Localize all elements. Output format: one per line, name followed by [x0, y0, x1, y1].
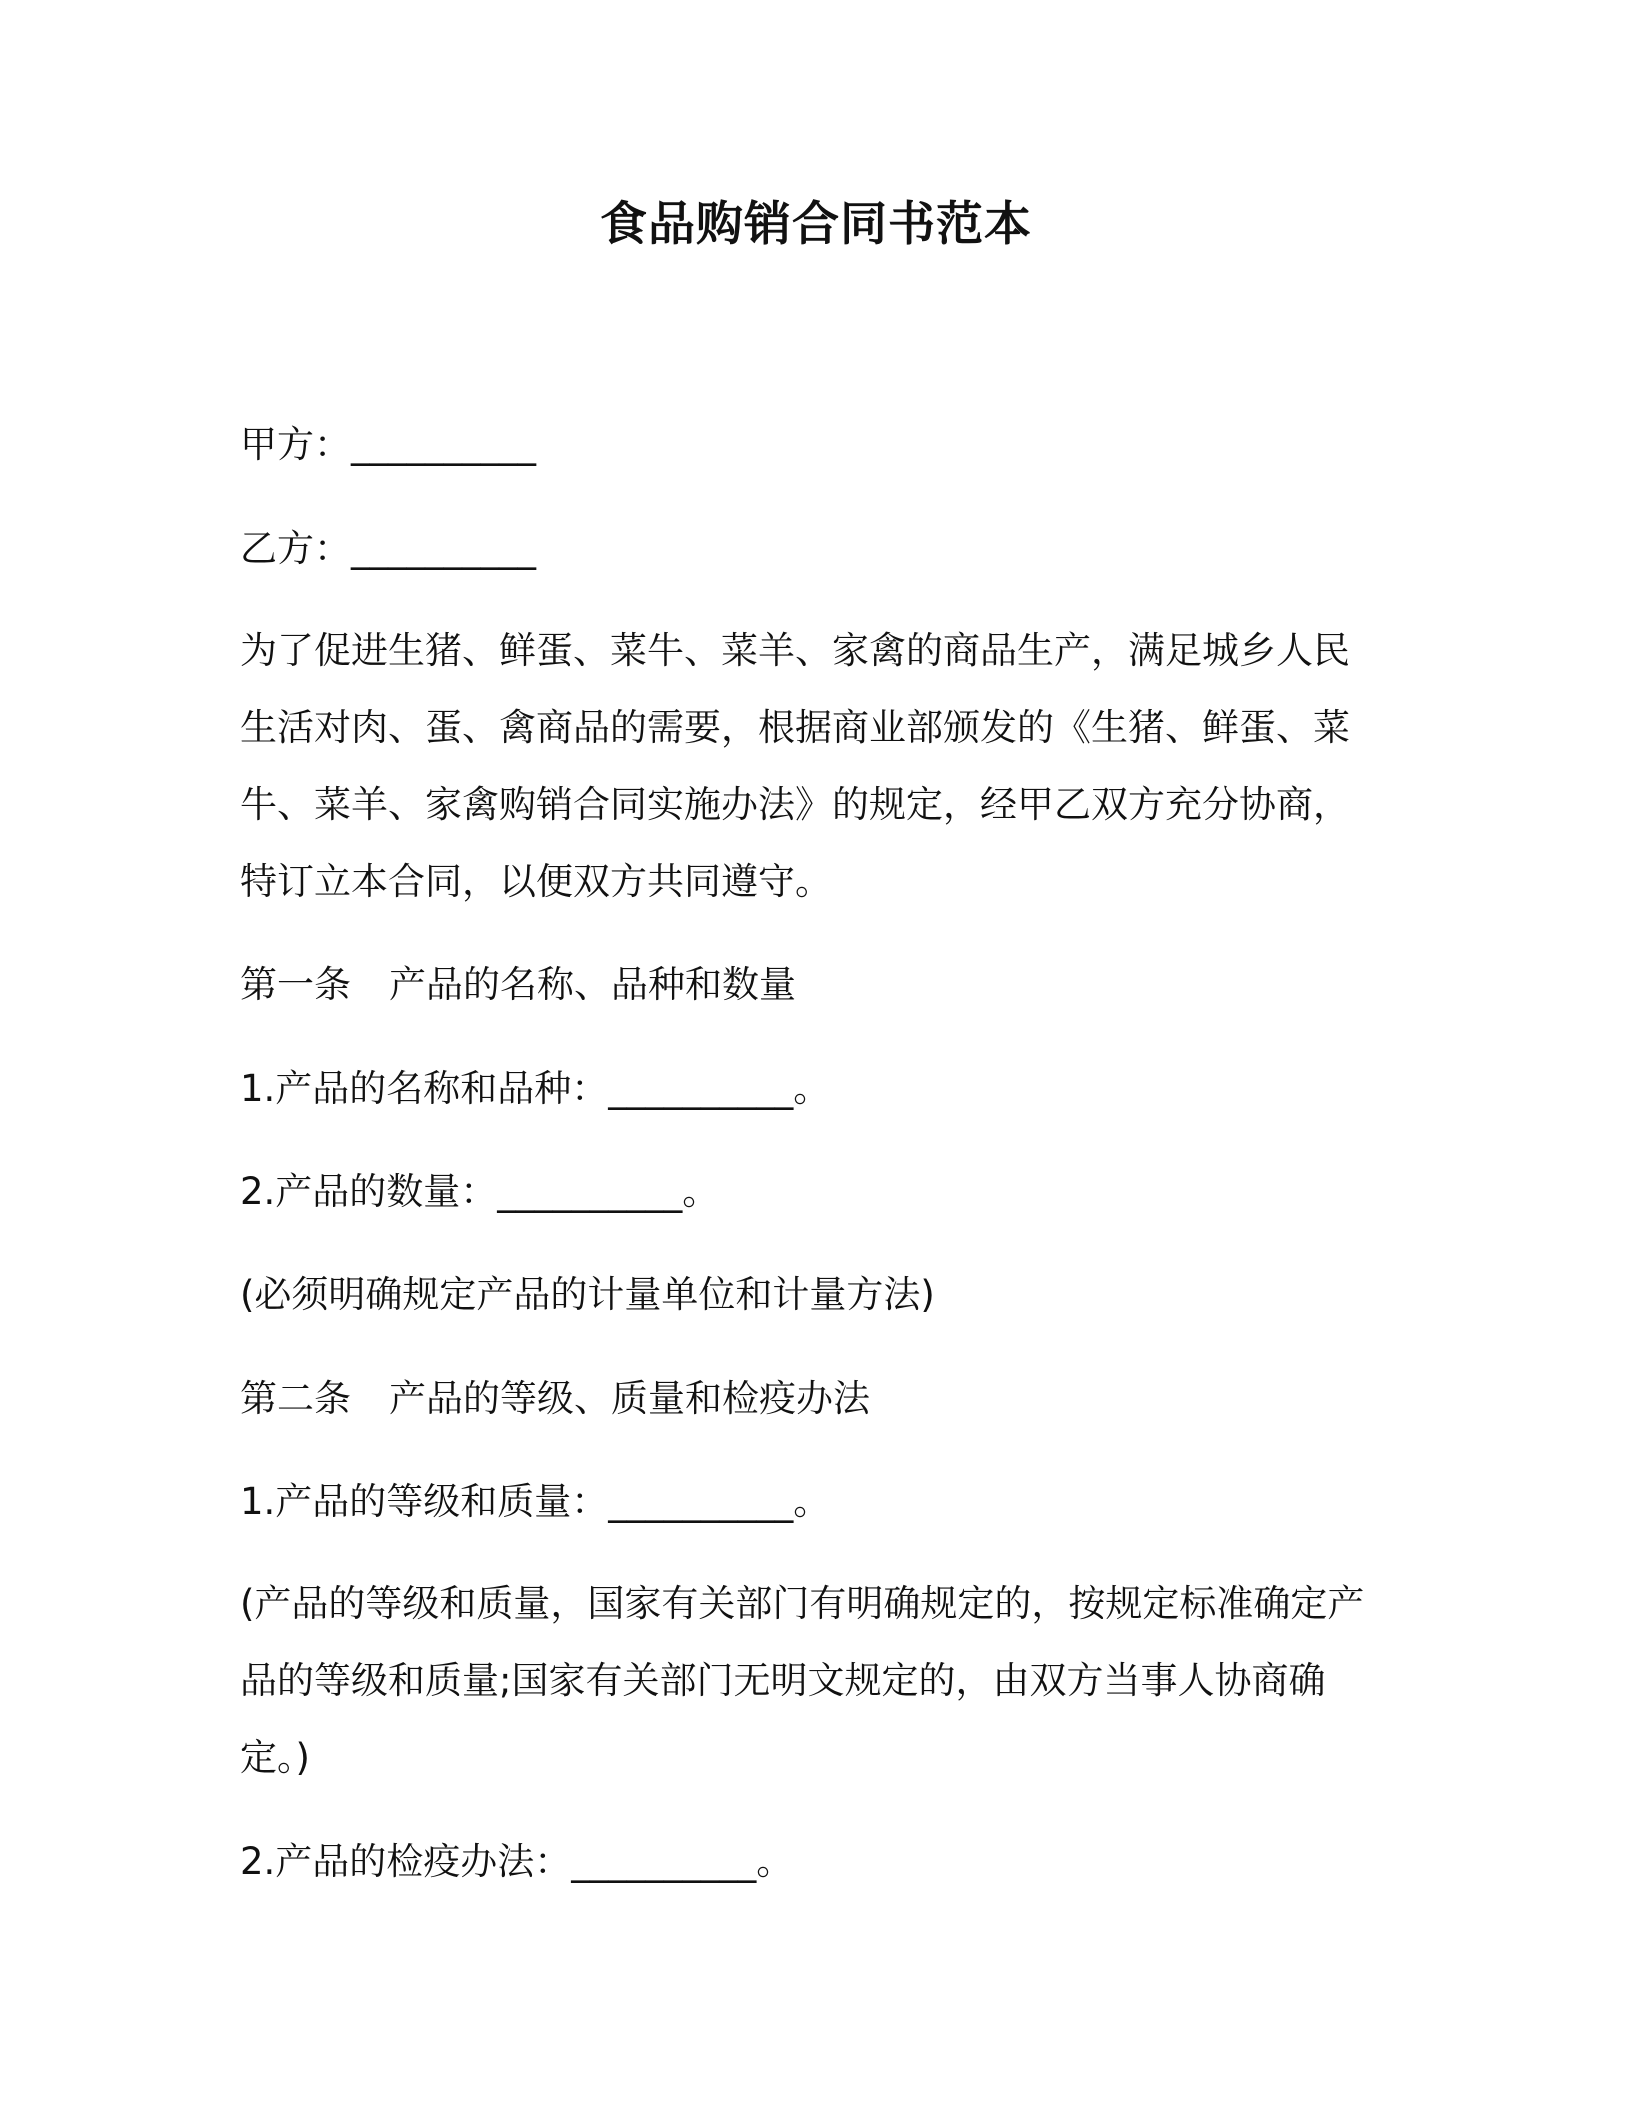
article-2-number: 第二条 — [240, 1377, 351, 1420]
intro-line: 特订立本合同，以便双方共同遵守。 — [240, 860, 832, 903]
article-2-heading — [240, 1372, 1390, 1426]
article-1-item-1: 1.产品的名称和品种：__________。 — [240, 1067, 831, 1110]
intro-paragraph — [240, 612, 1370, 920]
intro-line: 生活对肉、蛋、禽商品的需要，根据商业部颁发的《生猪、鲜蛋、菜 — [240, 706, 1350, 749]
article-2-note — [240, 1565, 1370, 1796]
intro-line: 为了促进生猪、鲜蛋、菜牛、菜羊、家禽的商品生产，满足城乡人民 — [240, 629, 1350, 672]
article-1-heading — [240, 958, 1390, 1012]
article-1-number: 第一条 — [240, 963, 351, 1006]
article-2-note-line: 定。) — [240, 1736, 310, 1779]
article-2-item-2: 2.产品的检疫办法：__________。 — [240, 1840, 794, 1883]
article-1-item-2: 2.产品的数量：__________。 — [240, 1170, 720, 1213]
article-1-title: 产品的名称、品种和数量 — [389, 963, 796, 1006]
document-title: 食品购销合同书范本 — [600, 197, 1032, 252]
article-2-note-line: 品的等级和质量;国家有关部门无明文规定的，由双方当事人协商确 — [240, 1659, 1326, 1702]
party-a-line: 甲方：__________ — [240, 423, 536, 466]
party-b-line: 乙方：__________ — [240, 527, 536, 570]
article-1-note: (必须明确规定产品的计量单位和计量方法) — [240, 1273, 935, 1316]
article-2-item-1: 1.产品的等级和质量：__________。 — [240, 1480, 831, 1523]
article-2-title: 产品的等级、质量和检疫办法 — [389, 1377, 870, 1420]
intro-line: 牛、菜羊、家禽购销合同实施办法》的规定，经甲乙双方充分协商， — [240, 783, 1350, 826]
article-2-note-line: (产品的等级和质量，国家有关部门有明确规定的，按规定标准确定产 — [240, 1582, 1365, 1625]
